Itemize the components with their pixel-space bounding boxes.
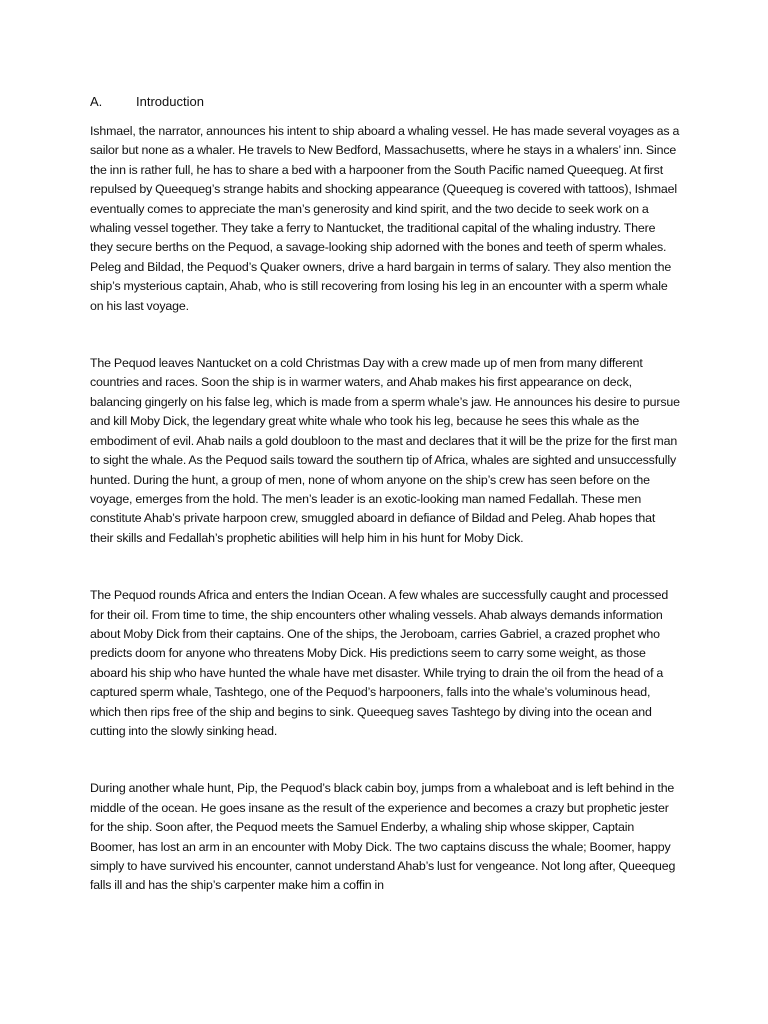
document-page: [90, 92, 680, 896]
section-number: A.: [90, 94, 103, 109]
paragraph-3: The Pequod rounds Africa and enters the Indian Ocean. A few whales are successfully caught and processed for their oil. From time to time, the ship encounters other whaling vessels. Ahab always demands information about Moby Dick from their captains. One of the ships, the Jeroboam, carries Gabriel, a crazed prophet who predicts doom for anyone who threatens Moby Dick. His predictions seem to carry some weight, as those aboard his ship who have hunted the whale have met disaster. While trying to drain the oil from the head of a captured sperm whale, Tashtego, one of the Pequod’s harpooners, falls into the whale’s voluminous head, which then rips free of the ship and begins to sink. Queequeg saves Tashtego by diving into the ocean and cutting into the slowly sinking head.: [90, 588, 669, 738]
section-heading: [90, 92, 680, 112]
section-title: Introduction: [136, 94, 204, 109]
paragraph-2: The Pequod leaves Nantucket on a cold Christmas Day with a crew made up of men from many different countries and races. Soon the ship is in warmer waters, and Ahab makes his first appearance on deck, balancing gingerly on his false leg, which is made from a sperm whale’s jaw. He announces his desire to pursue and kill Moby Dick, the legendary great white whale who took his leg, because he sees this whale as the embodiment of evil. Ahab nails a gold doubloon to the mast and declares that it will be the prize for the first man to sight the whale. As the Pequod sails toward the southern tip of Africa, whales are sighted and unsuccessfully hunted. During the hunt, a group of men, none of whom anyone on the ship’s crew has seen before on the voyage, emerges from the hold. The men’s leader is an exotic-looking man named Fedallah. These men constitute Ahab’s private harpoon crew, smuggled aboard in defiance of Bildad and Peleg. Ahab hopes that their skills and Fedallah’s prophetic abilities will help him in his hunt for Moby Dick.: [90, 356, 680, 545]
paragraph-4: During another whale hunt, Pip, the Pequod’s black cabin boy, jumps from a whaleboat and is left behind in the middle of the ocean. He goes insane as the result of the experience and becomes a crazy but prophetic jester for the ship. Soon after, the Pequod meets the Samuel Enderby, a whaling ship whose skipper, Captain Boomer, has lost an arm in an encounter with Moby Dick. The two captains discuss the whale; Boomer, happy simply to have survived his encounter, cannot understand Ahab’s lust for vengeance. Not long after, Queequeg falls ill and has the ship’s carpenter make him a coffin in: [90, 781, 676, 893]
paragraph-1: Ishmael, the narrator, announces his intent to ship aboard a whaling vessel. He has made several voyages as a sailor but none as a whaler. He travels to New Bedford, Massachusetts, where he stays in a whalers’ inn. Since the inn is rather full, he has to share a bed with a harpooner from the South Pacific named Queequeg. At first repulsed by Queequeg’s strange habits and shocking appearance (Queequeg is covered with tattoos), Ishmael eventually comes to appreciate the man’s generosity and kind spirit, and the two decide to seek work on a whaling vessel together. They take a ferry to Nantucket, the traditional capital of the whaling industry. There they secure berths on the Pequod, a savage-looking ship adorned with the bones and teeth of sperm whales. Peleg and Bildad, the Pequod’s Quaker owners, drive a hard bargain in terms of salary. They also mention the ship’s mysterious captain, Ahab, who is still recovering from losing his leg in an encounter with a sperm whale on his last voyage.: [90, 124, 680, 313]
